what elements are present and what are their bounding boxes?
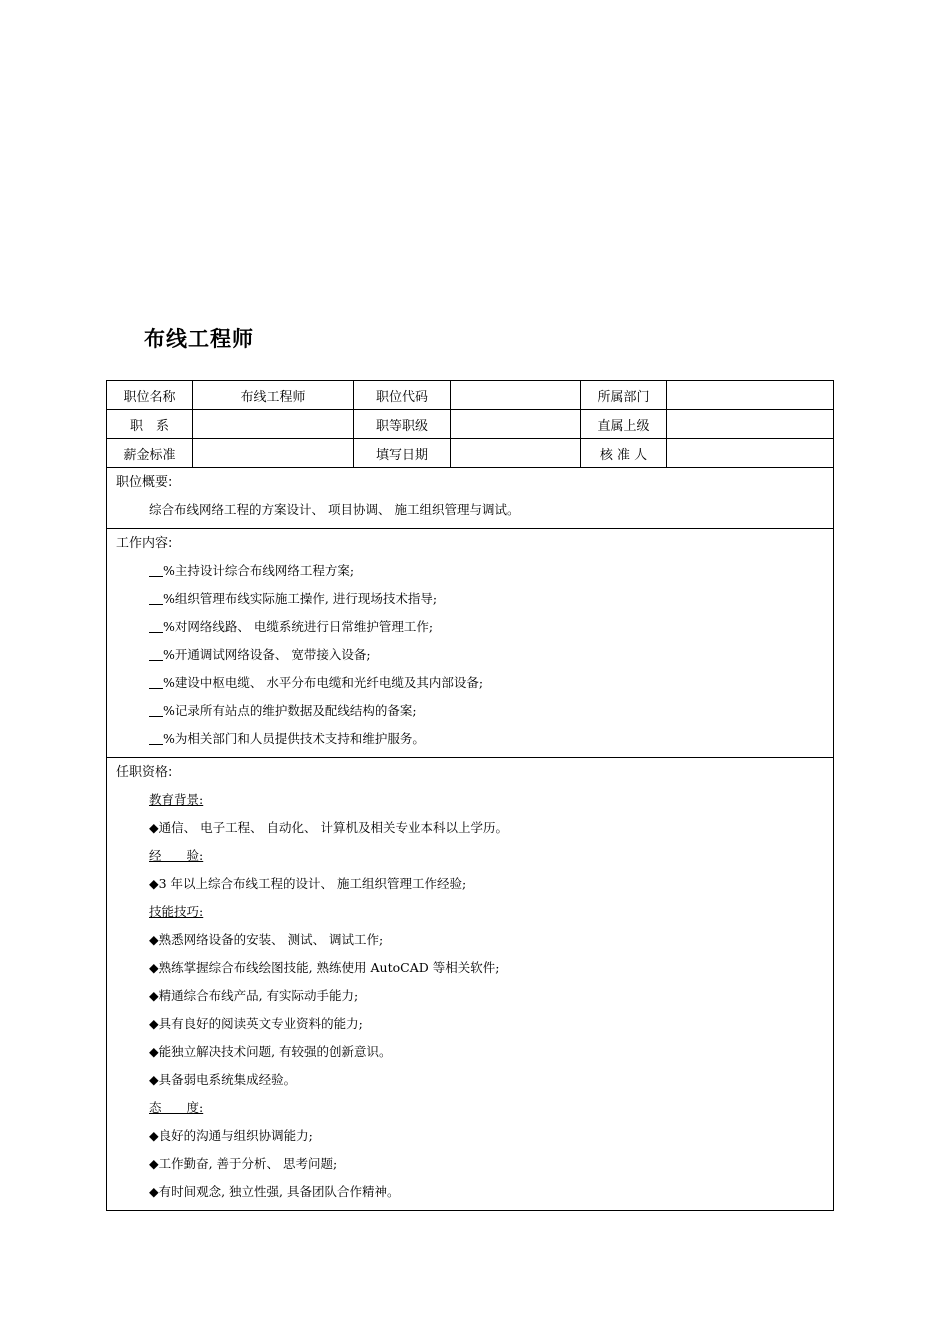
- education-label: 教育背景:: [149, 792, 204, 807]
- header-row-3: [107, 439, 834, 468]
- blank-field: [149, 674, 163, 689]
- value-supervisor: [667, 410, 834, 439]
- skill-item: ◆精通综合布线产品, 有实际动手能力;: [149, 988, 359, 1003]
- duty-item: %开通调试网络设备、 宽带接入设备;: [107, 641, 833, 669]
- duties-section: [107, 529, 834, 758]
- qualifications-heading: 任职资格:: [116, 765, 173, 780]
- attitude-item: ◆有时间观念, 独立性强, 具备团队合作精神。: [149, 1184, 400, 1199]
- skill-item: ◆具备弱电系统集成经验。: [149, 1072, 297, 1087]
- document-title: 布线工程师: [144, 327, 254, 351]
- skill-item: ◆能独立解决技术问题, 有较强的创新意识。: [149, 1044, 392, 1059]
- label-department: 所属部门: [581, 381, 667, 410]
- duty-item: %主持设计综合布线网络工程方案;: [107, 557, 833, 585]
- value-salary: [193, 439, 354, 468]
- experience-item: ◆3 年以上综合布线工程的设计、 施工组织管理工作经验;: [149, 876, 467, 891]
- blank-field: [149, 618, 163, 633]
- value-grade: [451, 410, 581, 439]
- qualifications-section: [107, 758, 834, 1211]
- header-row-1: [107, 381, 834, 410]
- label-salary: 薪金标准: [107, 439, 193, 468]
- label-job-family: 职 系: [107, 410, 193, 439]
- duty-item: %记录所有站点的维护数据及配线结构的备案;: [107, 697, 833, 725]
- attitude-item: ◆工作勤奋, 善于分析、 思考问题;: [149, 1156, 338, 1171]
- blank-field: [149, 730, 163, 745]
- blank-field: [149, 702, 163, 717]
- blank-field: [149, 590, 163, 605]
- blank-field: [149, 646, 163, 661]
- value-department: [667, 381, 834, 410]
- job-description-table: [106, 380, 834, 1211]
- duty-item: %为相关部门和人员提供技术支持和维护服务。: [107, 725, 833, 753]
- duty-item: %组织管理布线实际施工操作, 进行现场技术指导;: [107, 585, 833, 613]
- experience-label: 经 验:: [149, 848, 204, 863]
- label-approver: 核 准 人: [581, 439, 667, 468]
- duty-item: %建设中枢电缆、 水平分布电缆和光纤电缆及其内部设备;: [107, 669, 833, 697]
- label-supervisor: 直属上级: [581, 410, 667, 439]
- value-job-family: [193, 410, 354, 439]
- label-position-name: 职位名称: [107, 381, 193, 410]
- skill-item: ◆熟悉网络设备的安装、 测试、 调试工作;: [149, 932, 384, 947]
- duty-item: %对网络线路、 电缆系统进行日常维护管理工作;: [107, 613, 833, 641]
- value-position-name: 布线工程师: [193, 381, 354, 410]
- value-approver: [667, 439, 834, 468]
- skills-label: 技能技巧:: [149, 904, 204, 919]
- blank-field: [149, 562, 163, 577]
- skill-item: ◆具有良好的阅读英文专业资料的能力;: [149, 1016, 363, 1031]
- duties-row: [107, 529, 834, 758]
- summary-section: [107, 468, 834, 529]
- summary-text: 综合布线网络工程的方案设计、 项目协调、 施工组织管理与调试。: [149, 502, 520, 517]
- summary-row: [107, 468, 834, 529]
- summary-heading: 职位概要:: [116, 475, 173, 490]
- value-position-code: [451, 381, 581, 410]
- label-position-code: 职位代码: [354, 381, 451, 410]
- duties-heading: 工作内容:: [116, 536, 173, 551]
- header-row-2: [107, 410, 834, 439]
- attitude-item: ◆良好的沟通与组织协调能力;: [149, 1128, 313, 1143]
- qualifications-row: [107, 758, 834, 1211]
- attitude-label: 态 度:: [149, 1100, 204, 1115]
- label-grade: 职等职级: [354, 410, 451, 439]
- value-fill-date: [451, 439, 581, 468]
- label-fill-date: 填写日期: [354, 439, 451, 468]
- education-item: ◆通信、 电子工程、 自动化、 计算机及相关专业本科以上学历。: [149, 820, 509, 835]
- skill-item: ◆熟练掌握综合布线绘图技能, 熟练使用 AutoCAD 等相关软件;: [149, 960, 500, 975]
